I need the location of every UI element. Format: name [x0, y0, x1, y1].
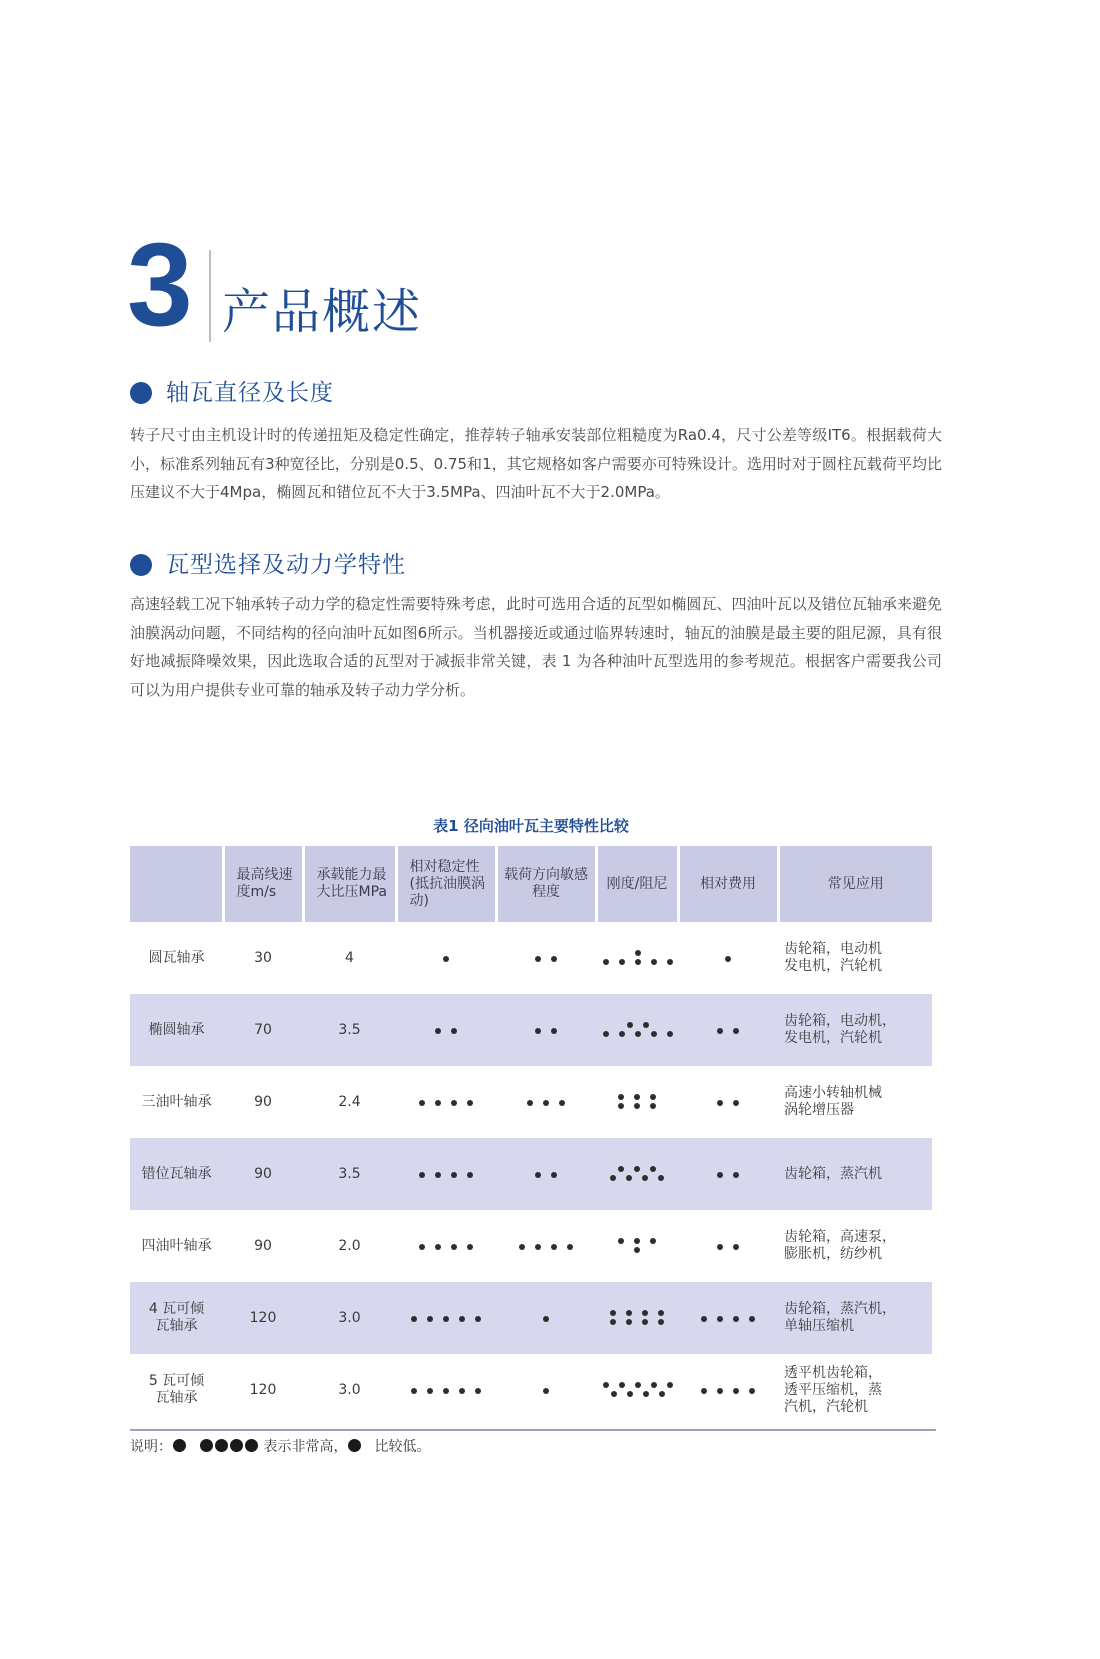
- table-row: [130, 1354, 932, 1426]
- rating-dots: [522, 1097, 570, 1109]
- load-cell: 3.5: [303, 994, 396, 1066]
- rating-dots: [438, 953, 454, 965]
- rating-dot-icon: [643, 1391, 649, 1397]
- rating-dot-icon: [459, 1388, 465, 1394]
- rating-cell: [678, 1138, 778, 1210]
- application-cell: 齿轮箱，电动机， 发电机，汽轮机: [778, 994, 932, 1066]
- rating-dots: [712, 1097, 744, 1109]
- load-cell: 3.5: [303, 1138, 396, 1210]
- dot-row: [530, 1172, 562, 1178]
- rating-dots: [598, 1019, 678, 1040]
- table-row: [130, 1210, 932, 1282]
- dot-row: [414, 1172, 478, 1178]
- rating-dot-icon: [451, 1028, 457, 1034]
- legend-dot-icon: [348, 1439, 361, 1452]
- rating-dot-icon: [535, 956, 541, 962]
- dot-row: [530, 956, 562, 962]
- dot-row: [605, 1310, 669, 1316]
- dot-row: [613, 1094, 661, 1100]
- dot-row: [598, 950, 678, 956]
- bearing-name-cell: 圆瓦轴承: [148, 949, 205, 966]
- rating-dot-icon: [635, 1382, 641, 1388]
- rating-dot-icon: [411, 1388, 417, 1394]
- rating-dot-icon: [627, 1022, 633, 1028]
- rating-dot-icon: [451, 1172, 457, 1178]
- dot-row: [406, 1388, 486, 1394]
- rating-dot-icon: [650, 1103, 656, 1109]
- table-row: [130, 922, 932, 994]
- rating-dot-icon: [717, 1028, 723, 1034]
- rating-cell: [496, 1210, 596, 1282]
- rating-dot-icon: [658, 1310, 664, 1316]
- dot-row: [538, 1316, 554, 1322]
- rating-dot-icon: [603, 1382, 609, 1388]
- rating-dots: [613, 1235, 661, 1256]
- rating-cell: [678, 1210, 778, 1282]
- rating-dot-icon: [642, 1175, 648, 1181]
- rating-dot-icon: [435, 1172, 441, 1178]
- dot-row: [598, 1382, 678, 1388]
- rating-dot-icon: [467, 1172, 473, 1178]
- table-caption: 表1 径向油叶瓦主要特性比较: [433, 817, 629, 835]
- rating-dot-icon: [435, 1244, 441, 1250]
- rating-dot-icon: [701, 1316, 707, 1322]
- load-cell: 3.0: [338, 1381, 361, 1398]
- rating-dot-icon: [634, 1094, 640, 1100]
- table-row: [130, 1066, 932, 1138]
- load-cell: 4: [345, 949, 354, 966]
- rating-dot-icon: [443, 1316, 449, 1322]
- application-cell: 透平机齿轮箱， 透平压缩机，蒸 汽机，汽轮机: [784, 1364, 882, 1415]
- dot-row: [613, 1103, 661, 1109]
- dot-row: [538, 1388, 554, 1394]
- rating-dots: [530, 953, 562, 965]
- rating-dot-icon: [634, 1166, 640, 1172]
- rating-dot-icon: [543, 1100, 549, 1106]
- rating-cell: [496, 1066, 596, 1138]
- rating-dot-icon: [443, 956, 449, 962]
- rating-cell: [596, 1282, 678, 1354]
- rating-dot-icon: [619, 959, 625, 965]
- rating-cell: [678, 1066, 778, 1138]
- note-low-text: 比较低。: [374, 1439, 431, 1455]
- dot-row: [430, 1028, 462, 1034]
- application-cell: 齿轮箱，蒸汽机， 单轴压缩机: [778, 1282, 932, 1354]
- rating-dot-icon: [658, 1319, 664, 1325]
- rating-cell: [396, 1210, 496, 1282]
- rating-dot-icon: [419, 1172, 425, 1178]
- rating-cell: [596, 1210, 678, 1282]
- rating-dots: [538, 1313, 554, 1325]
- rating-dots: [414, 1241, 478, 1253]
- application-cell: 齿轮箱，蒸汽机: [778, 1138, 932, 1210]
- speed-cell: 30: [254, 949, 272, 966]
- note-label: 说明：: [130, 1439, 172, 1455]
- dot-row: [530, 1028, 562, 1034]
- dot-row: [598, 1031, 678, 1037]
- rating-dots: [613, 1091, 661, 1112]
- rating-dot-icon: [475, 1388, 481, 1394]
- rating-dot-icon: [419, 1100, 425, 1106]
- dot-row: [605, 1175, 669, 1181]
- rating-dot-icon: [725, 956, 731, 962]
- rating-dot-icon: [411, 1316, 417, 1322]
- rating-dots: [414, 1097, 478, 1109]
- header-cell: 常见应用: [778, 846, 932, 922]
- speed-cell: 120: [249, 1381, 277, 1398]
- rating-dot-icon: [567, 1244, 573, 1250]
- rating-dots: [430, 1025, 462, 1037]
- rating-dot-icon: [626, 1319, 632, 1325]
- rating-dots: [406, 1313, 486, 1325]
- rating-dot-icon: [658, 1175, 664, 1181]
- rating-cell: [396, 1354, 496, 1426]
- rating-dot-icon: [651, 1382, 657, 1388]
- rating-dot-icon: [519, 1244, 525, 1250]
- rating-cell: [678, 994, 778, 1066]
- header-cell: 相对费用: [678, 846, 778, 922]
- rating-dot-icon: [610, 1319, 616, 1325]
- rating-dot-icon: [634, 1103, 640, 1109]
- rating-cell: [396, 1138, 496, 1210]
- rating-cell: [496, 1282, 596, 1354]
- header-cell: 载荷方向敏感程度: [496, 846, 596, 922]
- rating-cell: [596, 994, 678, 1066]
- rating-dot-icon: [435, 1028, 441, 1034]
- rating-dot-icon: [535, 1028, 541, 1034]
- table-bottom-rule: [130, 1429, 936, 1431]
- rating-dot-icon: [618, 1103, 624, 1109]
- rating-dot-icon: [427, 1388, 433, 1394]
- chapter-heading: [127, 219, 727, 351]
- rating-dot-icon: [611, 1391, 617, 1397]
- dot-row: [613, 1247, 661, 1253]
- rating-dots: [598, 1379, 678, 1400]
- rating-cell: [596, 1354, 678, 1426]
- header-cell: [130, 846, 223, 922]
- rating-dots: [712, 1241, 744, 1253]
- bearing-name-cell: 椭圆轴承: [130, 994, 223, 1066]
- dot-row: [712, 1172, 744, 1178]
- rating-dot-icon: [610, 1175, 616, 1181]
- rating-dot-icon: [650, 1166, 656, 1172]
- rating-dots: [696, 1313, 760, 1325]
- table-row: [130, 994, 932, 1066]
- application-cell: 齿轮箱，电动机 发电机，汽轮机: [784, 941, 882, 974]
- bullet-dot-icon: [130, 382, 152, 404]
- header-cell: 相对稳定性(抵抗油膜涡动): [396, 846, 496, 922]
- rating-dot-icon: [717, 1172, 723, 1178]
- dot-row: [514, 1244, 578, 1250]
- bearing-name-cell: 5 瓦可倾 瓦轴承: [148, 1373, 205, 1406]
- table-row: [130, 1282, 932, 1354]
- rating-dot-icon: [543, 1316, 549, 1322]
- rating-dots: [712, 1025, 744, 1037]
- table-row: [130, 1138, 932, 1210]
- rating-dot-icon: [733, 1172, 739, 1178]
- rating-dots: [530, 1025, 562, 1037]
- bearing-name-cell: 四油叶轴承: [141, 1237, 212, 1254]
- dot-row: [406, 1316, 486, 1322]
- rating-dot-icon: [551, 1172, 557, 1178]
- rating-dot-icon: [635, 959, 641, 965]
- rating-dot-icon: [626, 1175, 632, 1181]
- speed-cell: 120: [223, 1282, 303, 1354]
- rating-dot-icon: [535, 1172, 541, 1178]
- load-cell: 3.0: [303, 1282, 396, 1354]
- rating-dot-icon: [733, 1028, 739, 1034]
- chapter-number: 3: [127, 219, 191, 351]
- legend-dot-icon: [230, 1439, 243, 1452]
- rating-cell: [678, 922, 778, 994]
- chapter-title: 产品概述: [222, 284, 423, 340]
- rating-dot-icon: [651, 1031, 657, 1037]
- dot-row: [598, 1022, 678, 1028]
- header-cell: 刚度/阻尼: [596, 846, 678, 922]
- dot-row: [414, 1100, 478, 1106]
- rating-dot-icon: [642, 1310, 648, 1316]
- rating-dot-icon: [419, 1244, 425, 1250]
- dot-row: [712, 1028, 744, 1034]
- legend-dot-icon: [245, 1439, 258, 1452]
- rating-dot-icon: [733, 1244, 739, 1250]
- load-cell: 2.0: [338, 1237, 361, 1254]
- rating-dot-icon: [667, 1031, 673, 1037]
- rating-dot-icon: [643, 1022, 649, 1028]
- speed-cell: 90: [223, 1138, 303, 1210]
- bullet-dot-icon: [130, 554, 152, 576]
- load-cell: 2.4: [338, 1093, 361, 1110]
- rating-dot-icon: [443, 1388, 449, 1394]
- rating-dot-icon: [717, 1244, 723, 1250]
- bearing-name-cell: 4 瓦可倾 瓦轴承: [130, 1282, 223, 1354]
- rating-dot-icon: [559, 1100, 565, 1106]
- rating-dot-icon: [626, 1310, 632, 1316]
- rating-cell: [678, 1282, 778, 1354]
- note-high-text: 表示非常高，: [263, 1439, 348, 1455]
- rating-dot-icon: [733, 1316, 739, 1322]
- dot-row: [414, 1244, 478, 1250]
- rating-cell: [678, 1354, 778, 1426]
- dot-row: [598, 959, 678, 965]
- rating-dots: [712, 1169, 744, 1181]
- rating-dot-icon: [717, 1388, 723, 1394]
- speed-cell: 70: [223, 994, 303, 1066]
- rating-dot-icon: [475, 1316, 481, 1322]
- dot-row: [438, 956, 454, 962]
- comparison-table: [130, 846, 932, 1426]
- rating-dot-icon: [527, 1100, 533, 1106]
- rating-dot-icon: [459, 1316, 465, 1322]
- rating-dot-icon: [701, 1388, 707, 1394]
- rating-dot-icon: [603, 1031, 609, 1037]
- rating-dot-icon: [619, 1031, 625, 1037]
- paragraph: 高速轻载工况下轴承转子动力学的稳定性需要特殊考虑，此时可选用合适的瓦型如椭圆瓦、四油叶瓦以及错位瓦轴承来避免油膜涡动问题，不同结构的径向油叶瓦如图6所示。当机器接近或通过临界转速时，轴瓦的油膜是最主要的阻尼源，具有很好地减振降噪效果，因此选取合适的瓦型对于减振非常关键，表 1 为各种油叶瓦型选用的参考规范。根据客户需要我公司可以为用户提供专业可靠的轴承及转子动力学分析。: [130, 595, 942, 699]
- rating-dot-icon: [642, 1319, 648, 1325]
- dot-row: [712, 1100, 744, 1106]
- rating-cell: [396, 1066, 496, 1138]
- legend-dot-icon: [173, 1439, 186, 1452]
- rating-dot-icon: [749, 1316, 755, 1322]
- dot-row: [712, 1244, 744, 1250]
- rating-dot-icon: [733, 1388, 739, 1394]
- header-cell: 承载能力最大比压MPa: [303, 846, 396, 922]
- bearing-name-cell: 错位瓦轴承: [130, 1138, 223, 1210]
- legend-dot-icon: [200, 1439, 213, 1452]
- header-cell: 最高线速度m/s: [223, 846, 303, 922]
- rating-dot-icon: [659, 1391, 665, 1397]
- legend-dot-icon: [215, 1439, 228, 1452]
- bearing-name-cell: 三油叶轴承: [141, 1093, 212, 1110]
- dot-row: [696, 1316, 760, 1322]
- dot-row: [720, 956, 736, 962]
- rating-cell: [596, 1138, 678, 1210]
- application-cell: 高速小转轴机械 涡轮增压器: [784, 1085, 882, 1118]
- rating-dot-icon: [435, 1100, 441, 1106]
- rating-dots: [514, 1241, 578, 1253]
- rating-dot-icon: [634, 1238, 640, 1244]
- rating-dot-icon: [551, 1028, 557, 1034]
- rating-dot-icon: [667, 959, 673, 965]
- rating-dot-icon: [635, 950, 641, 956]
- rating-dot-icon: [749, 1388, 755, 1394]
- rating-dot-icon: [610, 1310, 616, 1316]
- chapter-divider: [209, 250, 211, 342]
- rating-dot-icon: [650, 1094, 656, 1100]
- rating-dot-icon: [451, 1100, 457, 1106]
- rating-dot-icon: [733, 1100, 739, 1106]
- rating-dot-icon: [618, 1238, 624, 1244]
- dot-row: [522, 1100, 570, 1106]
- rating-dot-icon: [543, 1388, 549, 1394]
- section-title: 轴瓦直径及长度: [166, 380, 334, 406]
- rating-dots: [414, 1169, 478, 1181]
- rating-dots: [605, 1163, 669, 1184]
- rating-dot-icon: [717, 1100, 723, 1106]
- rating-dots: [720, 953, 736, 965]
- rating-dot-icon: [619, 1382, 625, 1388]
- rating-dot-icon: [651, 959, 657, 965]
- rating-dot-icon: [627, 1391, 633, 1397]
- rating-dots: [538, 1385, 554, 1397]
- application-cell: 齿轮箱，高速泵， 膨胀机，纺纱机: [784, 1229, 896, 1262]
- dot-row: [696, 1388, 760, 1394]
- speed-cell: 90: [254, 1237, 272, 1254]
- rating-dots: [406, 1385, 486, 1397]
- rating-dot-icon: [650, 1238, 656, 1244]
- rating-dot-icon: [451, 1244, 457, 1250]
- rating-cell: [496, 1354, 596, 1426]
- table-header-row: [130, 846, 932, 922]
- rating-dot-icon: [535, 1244, 541, 1250]
- rating-dot-icon: [717, 1316, 723, 1322]
- rating-dot-icon: [551, 956, 557, 962]
- rating-cell: [596, 922, 678, 994]
- dot-row: [598, 1391, 678, 1397]
- section-title: 瓦型选择及动力学特性: [166, 552, 406, 578]
- rating-dot-icon: [467, 1100, 473, 1106]
- rating-dots: [530, 1169, 562, 1181]
- rating-dot-icon: [618, 1094, 624, 1100]
- rating-dot-icon: [667, 1382, 673, 1388]
- rating-dot-icon: [603, 959, 609, 965]
- rating-cell: [496, 922, 596, 994]
- dot-row: [605, 1166, 669, 1172]
- rating-cell: [496, 1138, 596, 1210]
- rating-cell: [396, 994, 496, 1066]
- section-heading-2: [130, 550, 730, 580]
- table-note: [130, 1436, 430, 1458]
- rating-dot-icon: [618, 1166, 624, 1172]
- rating-dot-icon: [467, 1244, 473, 1250]
- rating-cell: [396, 922, 496, 994]
- rating-dot-icon: [634, 1247, 640, 1253]
- rating-dots: [696, 1385, 760, 1397]
- paragraph: 转子尺寸由主机设计时的传递扭矩及稳定性确定，推荐转子轴承安装部位粗糙度为Ra0.4，尺寸公差等级IT6。根据载荷大小，标准系列轴瓦有3种宽径比，分别是0.5、0.75和1，其它规格如客户需要亦可特殊设计。选用时对于圆柱瓦载荷平均比压建议不大于4Mpa，椭圆瓦和错位瓦不大于3.5MPa、四油叶瓦不大于2.0MPa。: [130, 426, 942, 501]
- speed-cell: 90: [254, 1093, 272, 1110]
- dot-row: [613, 1238, 661, 1244]
- rating-cell: [596, 1066, 678, 1138]
- rating-dot-icon: [427, 1316, 433, 1322]
- rating-dot-icon: [635, 1031, 641, 1037]
- rating-dots: [605, 1307, 669, 1328]
- section-heading-1: [130, 378, 730, 408]
- rating-dots: [598, 947, 678, 968]
- rating-dot-icon: [551, 1244, 557, 1250]
- dot-row: [605, 1319, 669, 1325]
- rating-cell: [396, 1282, 496, 1354]
- rating-cell: [496, 994, 596, 1066]
